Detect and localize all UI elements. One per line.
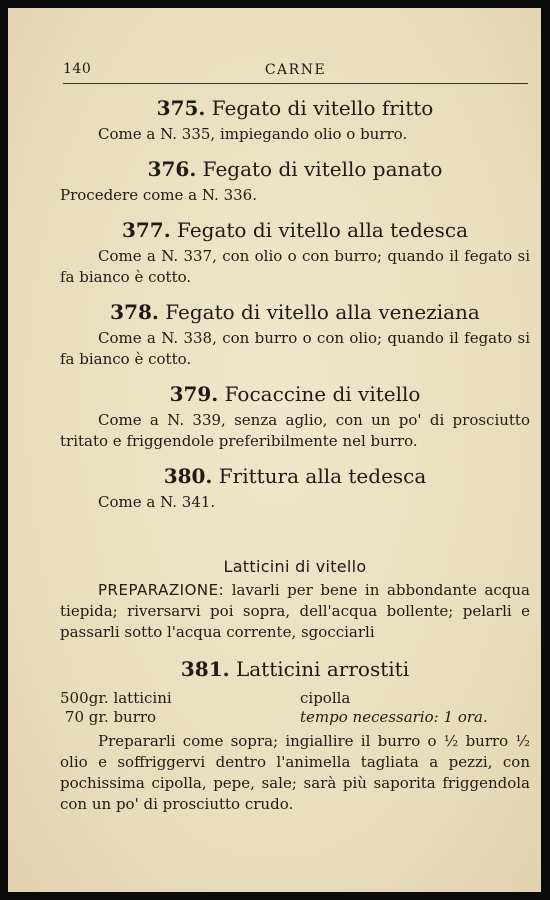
recipe-380-text: Come a N. 341.: [98, 493, 216, 511]
preparation-label: PREPARAZIONE:: [98, 581, 225, 599]
recipe-title: Fegato di vitello alla veneziana: [165, 300, 480, 324]
section-heading: Latticini di vitello: [223, 557, 367, 576]
recipe-number: 378.: [110, 300, 159, 324]
recipe-376-text: Procedere come a N. 336.: [60, 186, 257, 204]
recipe-title: Focaccine di vitello: [224, 382, 421, 406]
recipe-376-title: [60, 157, 530, 181]
recipe-title: Fegato di vitello panato: [202, 157, 443, 181]
preparation-paragraph: [60, 580, 530, 643]
recipe-375-title: [60, 96, 530, 120]
recipe-378-title: [60, 300, 530, 324]
recipe-number: 377.: [121, 218, 171, 242]
recipe-number: 381.: [180, 657, 230, 681]
page-body: [60, 96, 530, 815]
ingredient-quantity: 500: [60, 689, 89, 707]
ingredient-item: [60, 689, 300, 708]
ingredient-item: [60, 708, 300, 727]
recipe-number: 380.: [163, 464, 213, 488]
ingredient-quantity: 70: [64, 708, 84, 726]
recipe-379-title: [60, 382, 530, 406]
recipe-381-title: [60, 657, 530, 681]
recipe-379-text: Come a N. 339, senza aglio, con un po' di prosciutto tritato e friggendole preferibilmente nel burro.: [60, 411, 530, 450]
recipe-title: Fegato di vitello alla tedesca: [177, 218, 469, 242]
recipe-375-text: Come a N. 335, impiegando olio o burro.: [98, 125, 408, 143]
ingredient-name: gr. burro: [88, 708, 157, 726]
recipe-377-text: Come a N. 337, con olio o con burro; quando il fegato si fa bianco è cotto.: [60, 247, 530, 286]
recipe-title: Fegato di vitello fritto: [211, 96, 434, 120]
recipe-378-text: Come a N. 338, con burro o con olio; quando il fegato si fa bianco è cotto.: [60, 329, 530, 368]
recipe-title: Frittura alla tedesca: [218, 464, 427, 488]
recipe-number: 375.: [156, 96, 206, 120]
page-header: [63, 53, 528, 84]
recipe-number: 376.: [147, 157, 197, 181]
recipe-380-title: [60, 464, 530, 488]
page-number: 140: [63, 61, 92, 77]
ingredient-item: cipolla: [300, 689, 351, 707]
time-required: tempo necessario: 1 ora.: [300, 708, 488, 726]
running-title: CARNE: [264, 62, 327, 78]
recipe-377-title: [60, 218, 530, 242]
ingredient-name: gr. latticini: [88, 689, 172, 707]
recipe-381-text: Prepararli come sopra; ingiallire il burro o ½ burro ½ olio e soffriggervi dentro l'animella tagliata a pezzi, con pochissima cipolla, pepe, sale; sarà più saporita friggendola con un po' di prosciutto crudo.: [60, 732, 530, 813]
recipe-title: Latticini arrostiti: [235, 657, 410, 681]
recipe-number: 379.: [169, 382, 219, 406]
preparation-text: lavarli per bene in abbondante acqua tiepida; riversarvi poi sopra, dell'acqua bollente; pelarli e passarli sotto l'acqua corrente, sgocciarli: [60, 581, 530, 641]
book-page: [8, 8, 541, 892]
ingredients-list: [60, 689, 530, 727]
